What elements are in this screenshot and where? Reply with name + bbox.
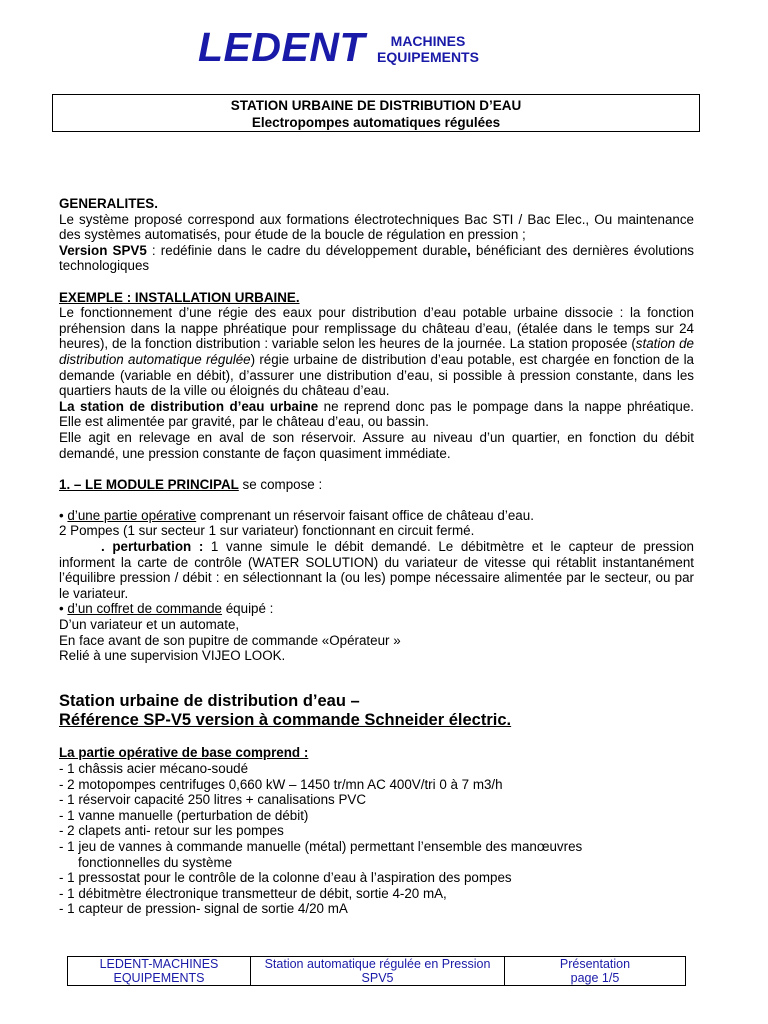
bullet-2-rest: équipé :	[222, 601, 274, 617]
footer-page-line1: Présentation	[559, 957, 631, 971]
exemple-p2-text: ne reprend donc pas le pompage dans la nappe phréatique. Elle est alimentée par gravité, par le château d’eau, ou bassin.	[59, 398, 694, 430]
partie-item: - 2 clapets anti- retour sur les pompes	[59, 823, 284, 839]
partie-item: - 1 vanne manuelle (perturbation de débit)	[59, 807, 309, 823]
document-title-box	[52, 94, 700, 132]
version-text2: bénéficiant des dernières évolutions technologiques	[59, 242, 694, 274]
exemple-paragraph-3: Elle agit en relevage en aval de son réservoir. Assure au niveau d’un quartier, en fonction du débit demandé, une pression constante de façon quasiment immédiate.	[59, 429, 694, 461]
generalites-heading: GENERALITES.	[59, 196, 158, 211]
title-line1: STATION URBAINE DE DISTRIBUTION D’EAU	[230, 98, 522, 113]
exemple-heading: EXEMPLE : INSTALLATION URBAINE.	[59, 289, 300, 305]
footer-company-line2: EQUIPEMENTS	[113, 970, 205, 985]
module-heading-line	[59, 477, 694, 493]
brand-subtitle	[372, 33, 484, 65]
bullet-1-underline: d’une partie opérative	[67, 507, 197, 523]
document-body	[59, 196, 694, 917]
brand-logo: LEDENT	[198, 24, 365, 70]
bullet-1-rest: comprenant un réservoir faisant office de château d’eau.	[196, 507, 534, 523]
exemple-p2-bold: La station de distribution d’eau urbaine	[59, 398, 319, 414]
footer-product-line1: Station automatique régulée en Pression	[264, 957, 491, 971]
partie-item: - 1 pressostat pour le contrôle de la colonne d’eau à l’aspiration des pompes	[59, 870, 512, 886]
exemple-p1-end: ) régie urbaine de distribution d’eau potable, est chargée en fonction de la demande (variable en débit), d’assurer une distribution d’eau, si possible à pression constante, dans les quartiers hauts de la ville ou éloignés du château d’eau.	[59, 351, 694, 399]
letterhead	[0, 22, 768, 82]
bullet-icon: •	[59, 601, 68, 617]
exemple-p1-text: Le fonctionnement d’une régie des eaux pour distribution d’eau potable urbaine dissocie : la fonction préhension dans la nappe phréatique pour remplissage du château d’eau, (étalée dans le temps sur 24 heures), de la fonction distribution : variable selon les heures de la journée. La station proposée (	[59, 305, 694, 352]
exemple-paragraph-1	[59, 305, 694, 399]
partie-item-continued: fonctionnelles du système	[78, 854, 233, 870]
reference-heading-1: Station urbaine de distribution d’eau –	[59, 691, 360, 710]
module-line-5: Relié à une supervision VIJEO LOOK.	[59, 648, 286, 664]
module-heading: 1. – LE MODULE PRINCIPAL	[59, 476, 239, 492]
module-line-4: En face avant de son pupitre de commande «Opérateur »	[59, 632, 401, 648]
partie-item: - 1 débitmètre électronique transmetteur de débit, sortie 4-20 mA,	[59, 885, 447, 901]
version-paragraph	[59, 243, 694, 274]
footer-page-number: page 1/5	[570, 970, 620, 985]
module-perturbation	[59, 539, 694, 601]
module-line-3: D’un variateur et un automate,	[59, 617, 240, 633]
module-pumps-line: 2 Pompes (1 sur secteur 1 sur variateur) fonctionnant en circuit fermé.	[59, 523, 475, 539]
exemple-p1-italic: station de distribution automatique régulée	[59, 336, 694, 367]
bullet-icon: •	[59, 507, 68, 523]
partie-item: - 1 réservoir capacité 250 litres + canalisations PVC	[59, 792, 367, 808]
partie-item: - 2 motopompes centrifuges 0,660 kW – 1450 tr/mn AC 400V/tri 0 à 7 m3/h	[59, 776, 503, 792]
partie-item: - 1 châssis acier mécano-soudé	[59, 761, 249, 776]
footer-company	[68, 957, 250, 985]
exemple-paragraph-2	[59, 399, 694, 430]
footer-product-line2: SPV5	[361, 970, 394, 985]
version-label: Version SPV5	[59, 242, 147, 258]
brand-sub-line1: MACHINES	[390, 33, 466, 49]
module-bullet-2	[59, 601, 694, 617]
version-comma: ,	[467, 242, 471, 258]
generalites-paragraph: Le système proposé correspond aux formations électrotechniques Bac STI / Bac Elec., Ou maintenance des systèmes automatisés, pour étude de la boucle de régulation en pression ;	[59, 211, 694, 243]
version-text1: : redéfinie dans le cadre du développement durable	[146, 242, 468, 258]
title-line2: Electropompes automatiques régulées	[251, 115, 501, 130]
footer-page	[504, 957, 685, 985]
brand-sub-line2: EQUIPEMENTS	[377, 49, 479, 65]
footer-company-line1: LEDENT-MACHINES	[99, 957, 219, 971]
partie-item: - 1 jeu de vannes à commande manuelle (métal) permettant l’ensemble des manœuvres	[59, 838, 583, 854]
module-heading-rest: se compose :	[238, 476, 323, 492]
perturbation-text: 1 vanne simule le débit demandé. Le débitmètre et le capteur de pression informent la carte de contrôle (WATER SOLUTION) du variateur de vitesse qui rétablit instantanément l’équilibre pression / débit : en sélectionnant la (ou les) pompe nécessaire alimentée par le secteur, ou par le variateur.	[59, 539, 694, 601]
reference-heading-2: Référence SP-V5 version à commande Schneider électric.	[59, 710, 512, 729]
perturbation-label: . perturbation :	[101, 539, 204, 555]
bullet-2-underline: d’un coffret de commande	[67, 601, 223, 617]
module-bullet-1	[59, 508, 694, 524]
partie-item: - 1 capteur de pression- signal de sortie 4/20 mA	[59, 901, 348, 917]
partie-heading: La partie opérative de base comprend :	[59, 745, 309, 761]
footer-product	[250, 957, 504, 985]
page-footer	[67, 956, 686, 986]
